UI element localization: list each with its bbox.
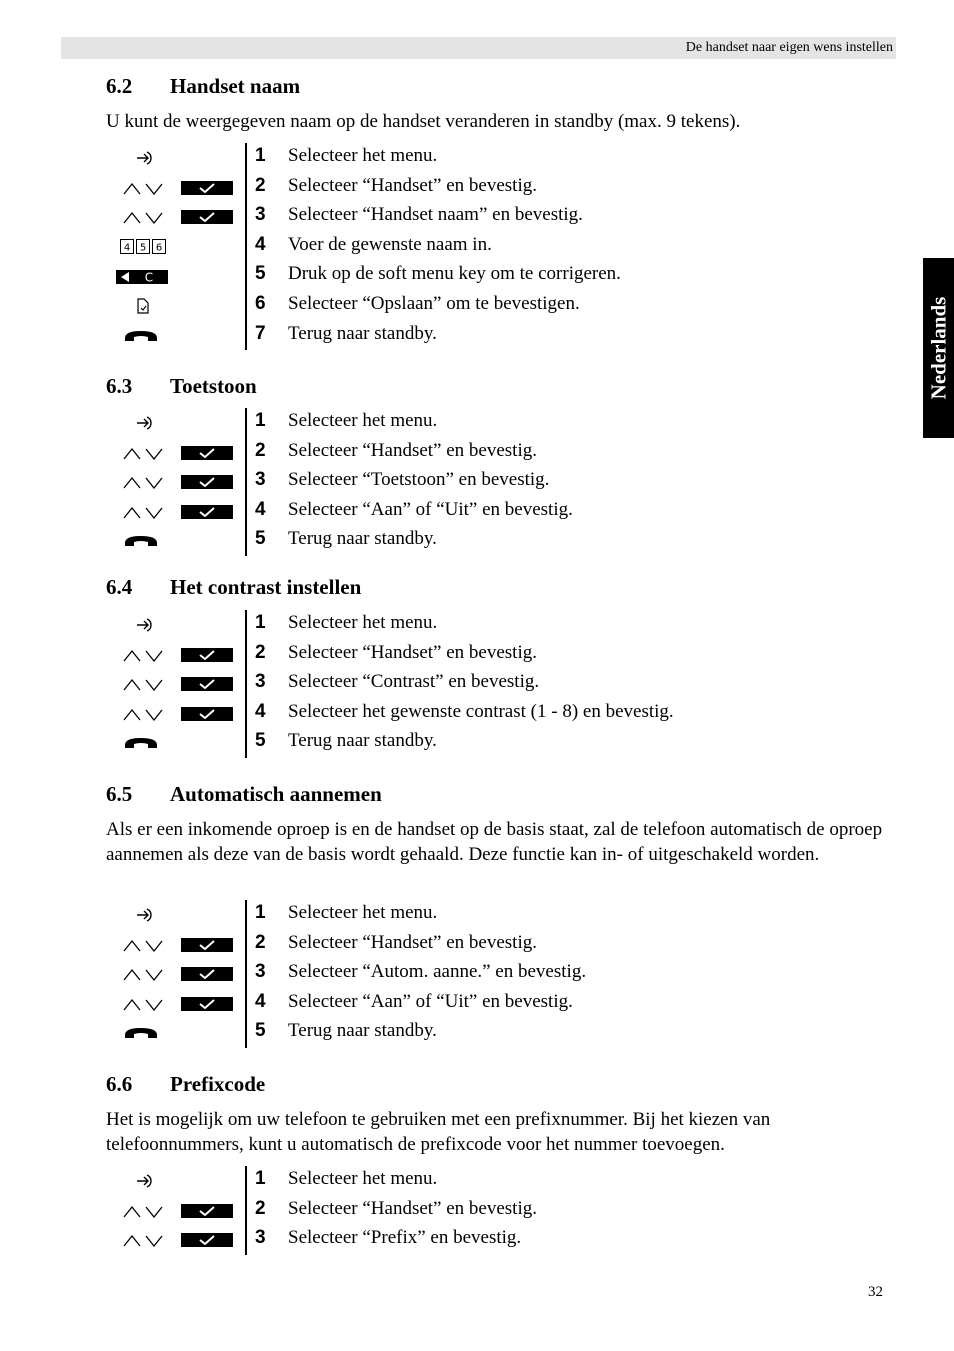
up-down-nav-icon — [123, 447, 165, 465]
section-number: 6.4 — [106, 575, 133, 599]
end-call-icon — [124, 736, 158, 755]
end-call-icon — [124, 1026, 158, 1045]
step-icons — [106, 610, 241, 640]
ok-softkey-icon — [181, 1204, 233, 1223]
step-number: 3 — [255, 961, 266, 983]
step-item — [106, 143, 806, 173]
step-number: 3 — [255, 1227, 266, 1249]
section-title-6-2 — [106, 74, 300, 98]
step-icons — [106, 261, 241, 291]
up-down-nav-icon — [123, 182, 165, 200]
up-down-nav-icon — [123, 708, 165, 726]
step-number: 2 — [255, 439, 266, 461]
svg-text:6: 6 — [155, 242, 163, 254]
ok-softkey-icon — [181, 181, 233, 200]
step-text: Selecteer “Handset” en bevestig. — [288, 931, 537, 953]
up-down-nav-icon — [123, 649, 165, 667]
svg-text:C: C — [144, 270, 154, 285]
step-text: Selecteer het gewenste contrast (1 - 8) en bevestig. — [288, 700, 674, 722]
backspace-softkey-icon — [116, 270, 168, 289]
ok-softkey-icon — [181, 648, 233, 667]
step-icons — [106, 1166, 241, 1196]
steps-list-6-6 — [106, 1166, 806, 1255]
step-text: Terug naar standby. — [288, 322, 437, 344]
step-number: 1 — [255, 612, 266, 633]
step-item — [106, 1166, 806, 1196]
step-item — [106, 640, 806, 670]
step-number: 3 — [255, 671, 266, 693]
section-title-6-6 — [106, 1072, 265, 1096]
step-number: 2 — [255, 1197, 266, 1219]
up-down-nav-icon — [123, 1234, 165, 1252]
step-text: Terug naar standby. — [288, 528, 437, 550]
step-icons — [106, 1225, 241, 1255]
step-icons — [106, 173, 241, 203]
step-item — [106, 669, 806, 699]
step-icons — [106, 291, 241, 321]
step-number: 1 — [255, 145, 266, 166]
svg-text:5: 5 — [139, 242, 147, 254]
step-icons — [106, 728, 241, 758]
step-item — [106, 930, 806, 960]
step-icons — [106, 640, 241, 670]
step-icons — [106, 989, 241, 1019]
step-item — [106, 1018, 806, 1048]
step-text: Selecteer het menu. — [288, 612, 438, 633]
step-item — [106, 291, 806, 321]
menu-key-icon — [134, 1172, 154, 1195]
step-text: Terug naar standby. — [288, 1020, 437, 1042]
step-icons — [106, 202, 241, 232]
step-number: 1 — [255, 410, 266, 431]
section-heading: Handset naam — [170, 74, 301, 98]
step-text: Terug naar standby. — [288, 730, 437, 752]
step-number: 1 — [255, 1168, 266, 1189]
section-heading: Het contrast instellen — [170, 575, 362, 599]
menu-key-icon — [134, 414, 154, 437]
step-number: 4 — [255, 498, 266, 520]
step-number: 5 — [255, 730, 266, 752]
step-number: 3 — [255, 469, 266, 491]
step-item — [106, 989, 806, 1019]
step-number: 2 — [255, 641, 266, 663]
section-number: 6.3 — [106, 374, 133, 398]
step-item — [106, 321, 806, 351]
step-icons — [106, 321, 241, 351]
section-number: 6.2 — [106, 74, 133, 98]
step-text: Selecteer “Autom. aanne.” en bevestig. — [288, 961, 587, 983]
step-number: 2 — [255, 931, 266, 953]
step-item — [106, 1225, 806, 1255]
step-text: Selecteer “Aan” of “Uit” en bevestig. — [288, 990, 573, 1012]
step-icons — [106, 438, 241, 468]
up-down-nav-icon — [123, 998, 165, 1016]
steps-list-6-2 — [106, 143, 806, 350]
ok-softkey-icon — [181, 446, 233, 465]
step-text: Selecteer het menu. — [288, 410, 438, 431]
step-icons — [106, 1196, 241, 1226]
step-number: 4 — [255, 990, 266, 1012]
step-item — [106, 959, 806, 989]
step-text: Selecteer “Toetstoon” en bevestig. — [288, 469, 550, 491]
keypad-keys-icon — [120, 239, 166, 259]
step-number: 5 — [255, 263, 266, 285]
svg-text:4: 4 — [123, 242, 131, 254]
language-tab-label: Nederlands — [926, 296, 950, 400]
menu-key-icon — [134, 149, 154, 172]
ok-softkey-icon — [181, 1233, 233, 1252]
step-number: 7 — [255, 322, 266, 344]
page-number: 32 — [868, 1284, 883, 1300]
step-text: Selecteer “Opslaan” om te bevestigen. — [288, 293, 580, 314]
step-icons — [106, 408, 241, 438]
up-down-nav-icon — [123, 1205, 165, 1223]
running-header — [61, 37, 896, 59]
ok-softkey-icon — [181, 997, 233, 1016]
up-down-nav-icon — [123, 211, 165, 229]
step-icons — [106, 699, 241, 729]
section-title-6-5 — [106, 782, 382, 806]
step-text: Selecteer “Handset naam” en bevestig. — [288, 204, 583, 226]
section-intro: Als er een inkomende oproep is en de handset op de basis staat, zal de telefoon automatisch de oproep aannemen als deze van de basis wordt gehaald. Deze functie kan in- of uitgeschakeld worden. — [106, 819, 883, 865]
step-text: Selecteer “Prefix” en bevestig. — [288, 1227, 522, 1249]
step-number: 1 — [255, 902, 266, 923]
step-icons — [106, 143, 241, 173]
up-down-nav-icon — [123, 968, 165, 986]
section-title-6-3 — [106, 374, 257, 398]
step-icons — [106, 900, 241, 930]
step-text: Voer de gewenste naam in. — [288, 233, 492, 255]
step-icons — [106, 930, 241, 960]
step-item — [106, 900, 806, 930]
up-down-nav-icon — [123, 506, 165, 524]
step-item — [106, 232, 806, 262]
step-number: 5 — [255, 528, 266, 550]
step-icons — [106, 669, 241, 699]
step-text: Selecteer “Handset” en bevestig. — [288, 641, 537, 663]
step-item — [106, 699, 806, 729]
step-text: Selecteer het menu. — [288, 145, 438, 166]
step-item — [106, 526, 806, 556]
section-intro: Het is mogelijk om uw telefoon te gebruiken met een prefixnummer. Bij het kiezen van telefoonnummers, kunt u automatisch de prefixcode voor het nummer toevoegen. — [106, 1109, 771, 1155]
steps-list-6-5 — [106, 900, 806, 1048]
language-side-tab — [923, 258, 954, 438]
step-icons — [106, 497, 241, 527]
up-down-nav-icon — [123, 678, 165, 696]
step-item — [106, 728, 806, 758]
ok-softkey-icon — [181, 210, 233, 229]
step-item — [106, 438, 806, 468]
step-text: Selecteer “Handset” en bevestig. — [288, 174, 537, 196]
step-item — [106, 610, 806, 640]
ok-softkey-icon — [181, 967, 233, 986]
step-item — [106, 408, 806, 438]
ok-softkey-icon — [181, 938, 233, 957]
ok-softkey-icon — [181, 707, 233, 726]
step-text: Selecteer “Contrast” en bevestig. — [288, 671, 540, 693]
section-number: 6.6 — [106, 1072, 133, 1096]
step-icons — [106, 526, 241, 556]
step-text: Selecteer “Aan” of “Uit” en bevestig. — [288, 498, 573, 520]
step-item — [106, 261, 806, 291]
section-heading: Toetstoon — [170, 374, 257, 398]
step-number: 5 — [255, 1020, 266, 1042]
step-text: Druk op de soft menu key om te corrigeren. — [288, 263, 621, 285]
section-number: 6.5 — [106, 782, 133, 806]
step-item — [106, 202, 806, 232]
menu-key-icon — [134, 906, 154, 929]
step-text: Selecteer “Handset” en bevestig. — [288, 439, 537, 461]
step-number: 6 — [255, 293, 266, 314]
ok-softkey-icon — [181, 475, 233, 494]
section-title-6-4 — [106, 575, 361, 599]
step-icons — [106, 1018, 241, 1048]
step-text: Selecteer het menu. — [288, 902, 438, 923]
section-heading: Automatisch aannemen — [170, 782, 382, 806]
step-number: 2 — [255, 174, 266, 196]
step-text: Selecteer het menu. — [288, 1168, 438, 1189]
step-number: 4 — [255, 233, 266, 255]
running-title: De handset naar eigen wens instellen — [685, 40, 893, 55]
section-intro: U kunt de weergegeven naam op de handset veranderen in standby (max. 9 tekens). — [106, 111, 741, 132]
save-key-icon — [136, 298, 150, 319]
steps-list-6-4 — [106, 610, 806, 758]
up-down-nav-icon — [123, 939, 165, 957]
step-item — [106, 497, 806, 527]
step-item — [106, 467, 806, 497]
step-item — [106, 173, 806, 203]
step-text: Selecteer “Handset” en bevestig. — [288, 1197, 537, 1219]
steps-list-6-3 — [106, 408, 806, 556]
step-item — [106, 1196, 806, 1226]
step-icons — [106, 232, 241, 262]
end-call-icon — [124, 534, 158, 553]
ok-softkey-icon — [181, 505, 233, 524]
menu-key-icon — [134, 616, 154, 639]
ok-softkey-icon — [181, 677, 233, 696]
end-call-icon — [124, 329, 158, 348]
section-heading: Prefixcode — [170, 1072, 266, 1096]
step-icons — [106, 959, 241, 989]
up-down-nav-icon — [123, 476, 165, 494]
step-number: 3 — [255, 204, 266, 226]
step-icons — [106, 467, 241, 497]
step-number: 4 — [255, 700, 266, 722]
